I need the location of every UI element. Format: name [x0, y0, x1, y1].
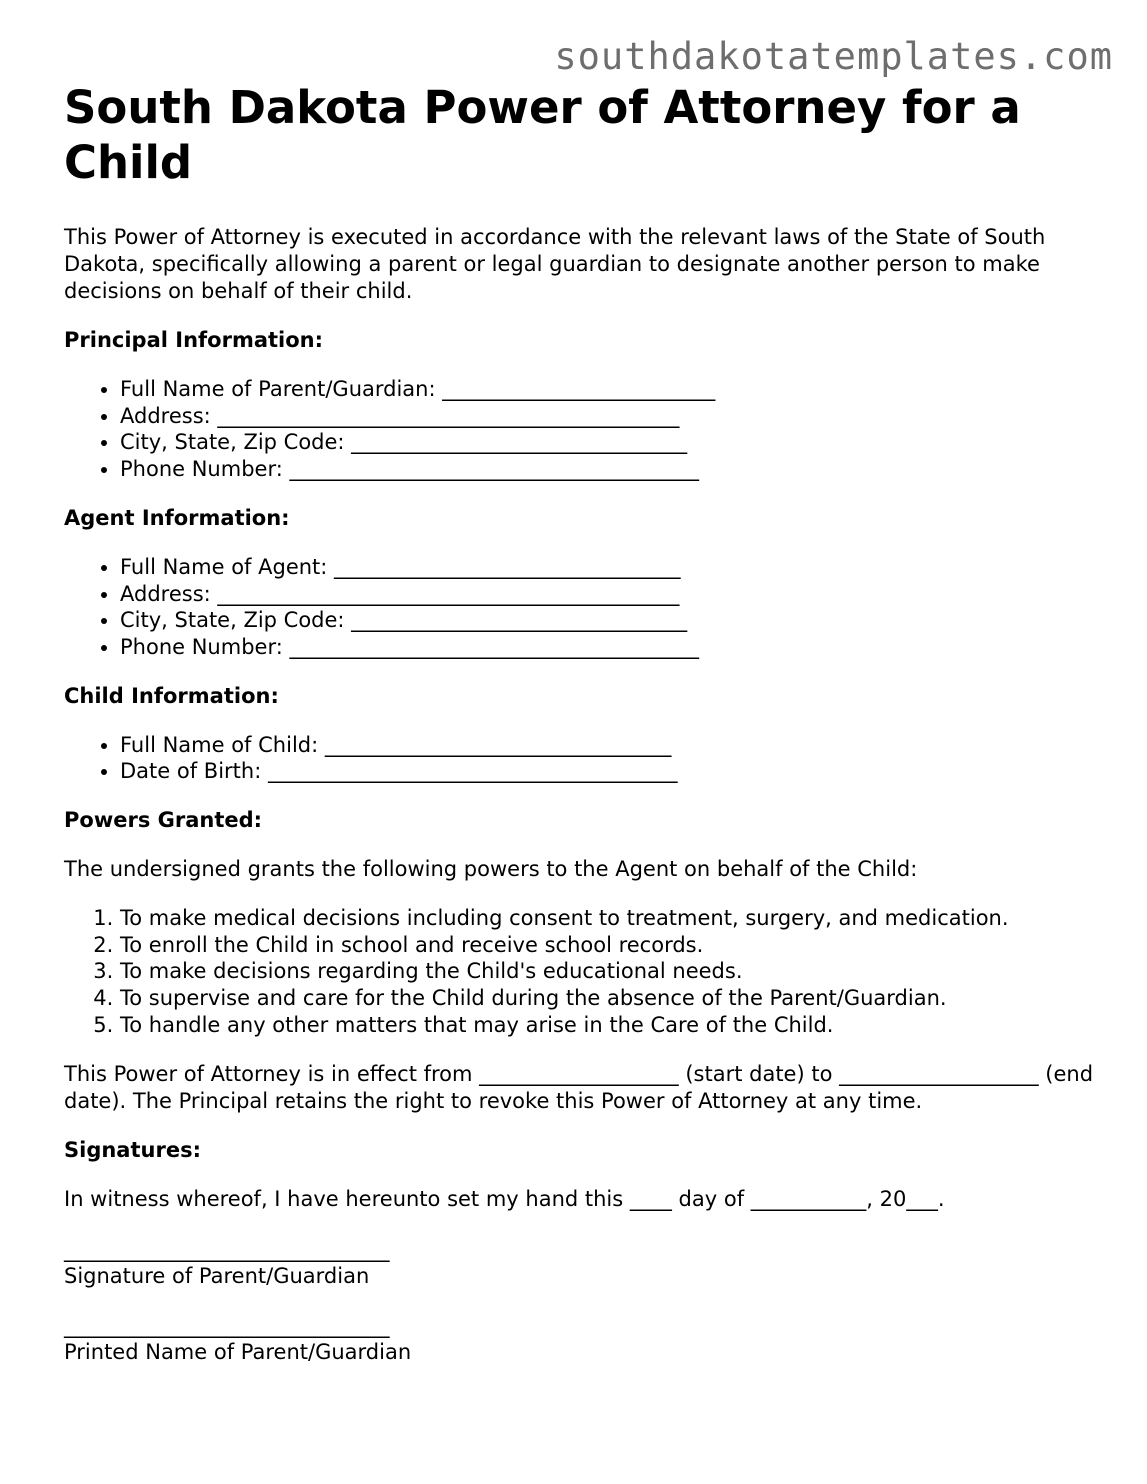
power-item: 4. To supervise and care for the Child during the absence of the Parent/Guardian. [120, 985, 1094, 1012]
signature-line: _______________________________ [64, 1237, 390, 1262]
powers-lead: The undersigned grants the following powers to the Agent on behalf of the Child: [64, 857, 918, 882]
agent-address-field: • Address: ____________________________________________ [120, 581, 1094, 608]
child-heading: Child Information: [64, 683, 279, 708]
agent-list [64, 554, 1094, 661]
principal-name-field: • Full Name of Parent/Guardian: __________________________ [120, 376, 1094, 403]
principal-heading: Principal Information: [64, 328, 324, 352]
power-item: 1. To make medical decisions including consent to treatment, surgery, and medication. [120, 905, 1094, 932]
agent-heading: Agent Information: [64, 505, 290, 530]
power-item: 2. To enroll the Child in school and receive school records. [120, 932, 1094, 959]
watermark: southdakotatemplates.com [554, 35, 1113, 78]
principal-phone-field: • Phone Number: _______________________________________ [120, 456, 1094, 483]
principal-address-field: • Address: ____________________________________________ [120, 403, 1094, 430]
signature-block [64, 1237, 1094, 1365]
agent-city-field: • City, State, Zip Code: ________________________________ [120, 607, 1094, 634]
powers-list [64, 905, 1094, 1039]
signature-label: Signature of Parent/Guardian [64, 1263, 370, 1288]
intro-paragraph: This Power of Attorney is executed in accordance with the relevant laws of the State of South Dakota, specifically allowing a parent or legal guardian to designate another person to make decisions on behalf of their child. [64, 225, 1046, 303]
child-list [64, 732, 1094, 785]
printed-name-line: _______________________________ [64, 1313, 390, 1338]
witness-line: In witness whereof, I have hereunto set my hand this ____ day of ___________, 20___. [64, 1186, 945, 1211]
agent-name-field: • Full Name of Agent: _________________________________ [120, 554, 1094, 581]
powers-heading: Powers Granted: [64, 808, 263, 833]
printed-name-label: Printed Name of Parent/Guardian [64, 1339, 412, 1364]
child-name-field: • Full Name of Child: _________________________________ [120, 732, 1094, 759]
principal-list [64, 376, 1094, 483]
power-item: 3. To make decisions regarding the Child's educational needs. [120, 958, 1094, 985]
page-title: South Dakota Power of Attorney for a Child [64, 81, 1021, 189]
child-dob-field: • Date of Birth: _______________________________________ [120, 758, 1094, 785]
document [64, 80, 1094, 1365]
power-item: 5. To handle any other matters that may arise in the Care of the Child. [120, 1012, 1094, 1039]
signatures-heading: Signatures: [64, 1137, 201, 1162]
principal-city-field: • City, State, Zip Code: ________________________________ [120, 429, 1094, 456]
effect-paragraph: This Power of Attorney is in effect from ___________________ (start date) to ___________________ (end date). The Principal retains the right to revoke this Power of Attorney at any time. [64, 1061, 1094, 1113]
agent-phone-field: • Phone Number: _______________________________________ [120, 634, 1094, 661]
